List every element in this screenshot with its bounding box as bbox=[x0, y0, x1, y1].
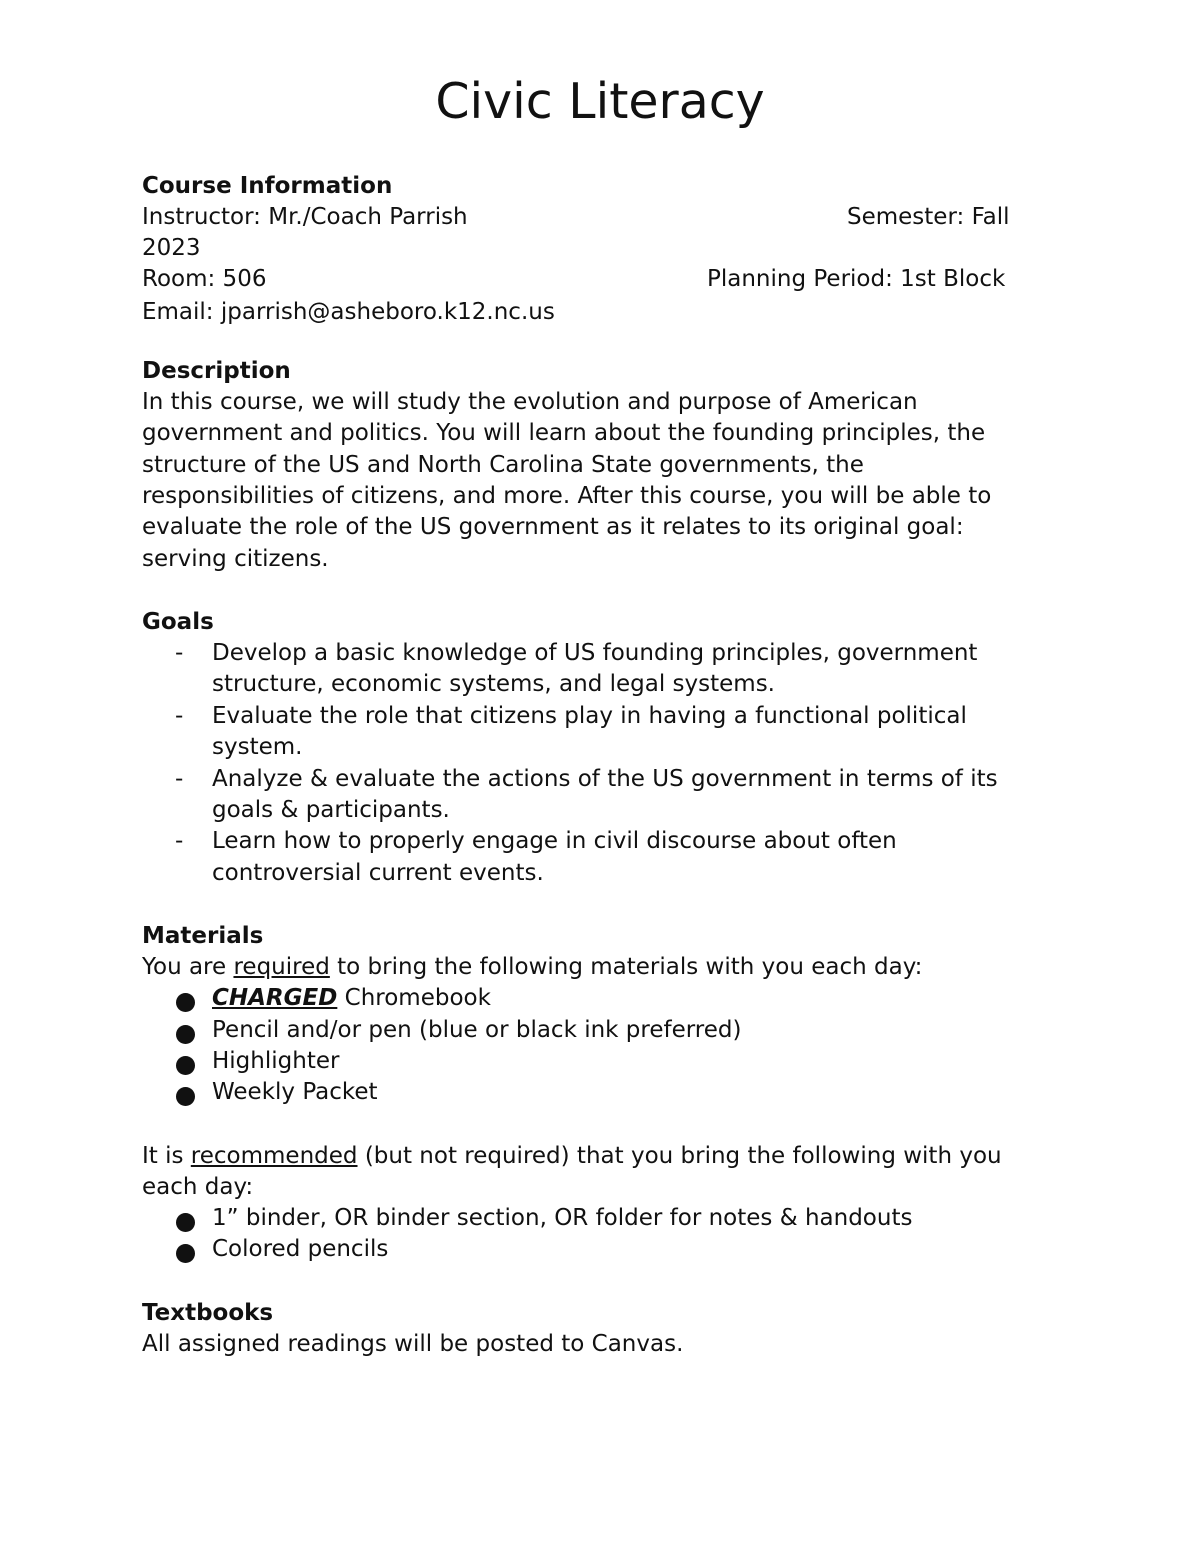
textbooks-heading: Textbooks bbox=[142, 1300, 274, 1326]
material-item: Pencil and/or pen (blue or black ink preferred) bbox=[212, 1017, 742, 1043]
description-line: structure of the US and North Carolina State governments, the bbox=[142, 452, 864, 478]
bullet-icon bbox=[176, 1056, 195, 1075]
course-info-heading: Course Information bbox=[142, 173, 393, 199]
goal-bullet: - bbox=[175, 640, 184, 666]
page-title: Civic Literacy bbox=[435, 73, 765, 130]
email-text: Email: jparrish@asheboro.k12.nc.us bbox=[142, 299, 555, 325]
material-item: Weekly Packet bbox=[212, 1079, 378, 1105]
goal-item-line: controversial current events. bbox=[212, 860, 544, 886]
planning-period-text: Planning Period: 1st Block bbox=[707, 266, 1006, 292]
goal-bullet: - bbox=[175, 766, 184, 792]
recommended-intro-line2: each day: bbox=[142, 1174, 254, 1200]
description-line: responsibilities of citizens, and more. After this course, you will be able to bbox=[142, 483, 992, 509]
charged-emphasis: CHARGED bbox=[212, 985, 338, 1011]
materials-intro-pre: You are bbox=[142, 954, 234, 980]
recommended-item: 1” binder, OR binder section, OR folder for notes & handouts bbox=[212, 1205, 913, 1231]
description-line: In this course, we will study the evolution and purpose of American bbox=[142, 389, 918, 415]
description-line: evaluate the role of the US government as it relates to its original goal: bbox=[142, 514, 964, 540]
bullet-icon bbox=[176, 1244, 195, 1263]
recommended-item: Colored pencils bbox=[212, 1236, 389, 1262]
semester-text: Semester: Fall bbox=[847, 204, 1010, 230]
instructor-text: Instructor: Mr./Coach Parrish bbox=[142, 204, 468, 230]
room-text: Room: 506 bbox=[142, 266, 267, 292]
material-item-text: Chromebook bbox=[337, 985, 491, 1011]
goal-bullet: - bbox=[175, 703, 184, 729]
bullet-icon bbox=[176, 1025, 195, 1044]
goal-item-line: Analyze & evaluate the actions of the US government in terms of its bbox=[212, 766, 998, 792]
recommended-intro-pre: It is bbox=[142, 1143, 191, 1169]
goal-item-line: structure, economic systems, and legal systems. bbox=[212, 671, 775, 697]
description-line: serving citizens. bbox=[142, 546, 329, 572]
material-item bbox=[212, 983, 491, 1014]
goal-item-line: Learn how to properly engage in civil discourse about often bbox=[212, 828, 897, 854]
recommended-intro-post: (but not required) that you bring the following with you bbox=[357, 1143, 1002, 1169]
description-heading: Description bbox=[142, 358, 291, 384]
textbooks-text: All assigned readings will be posted to Canvas. bbox=[142, 1331, 684, 1357]
semester-year: 2023 bbox=[142, 235, 201, 261]
materials-intro bbox=[142, 952, 922, 983]
material-item: Highlighter bbox=[212, 1048, 340, 1074]
bullet-icon bbox=[176, 1087, 195, 1106]
goal-item-line: Evaluate the role that citizens play in having a functional political bbox=[212, 703, 967, 729]
materials-heading: Materials bbox=[142, 923, 264, 949]
materials-required-word: required bbox=[233, 954, 330, 980]
goal-item-line: goals & participants. bbox=[212, 797, 450, 823]
recommended-intro bbox=[142, 1141, 1002, 1172]
recommended-word: recommended bbox=[190, 1143, 358, 1169]
materials-intro-post: to bring the following materials with you each day: bbox=[329, 954, 923, 980]
goal-item-line: system. bbox=[212, 734, 303, 760]
bullet-icon bbox=[176, 1213, 195, 1232]
bullet-icon bbox=[176, 993, 195, 1012]
goal-item-line: Develop a basic knowledge of US founding principles, government bbox=[212, 640, 978, 666]
goal-bullet: - bbox=[175, 828, 184, 854]
description-line: government and politics. You will learn about the founding principles, the bbox=[142, 420, 986, 446]
goals-heading: Goals bbox=[142, 609, 214, 635]
